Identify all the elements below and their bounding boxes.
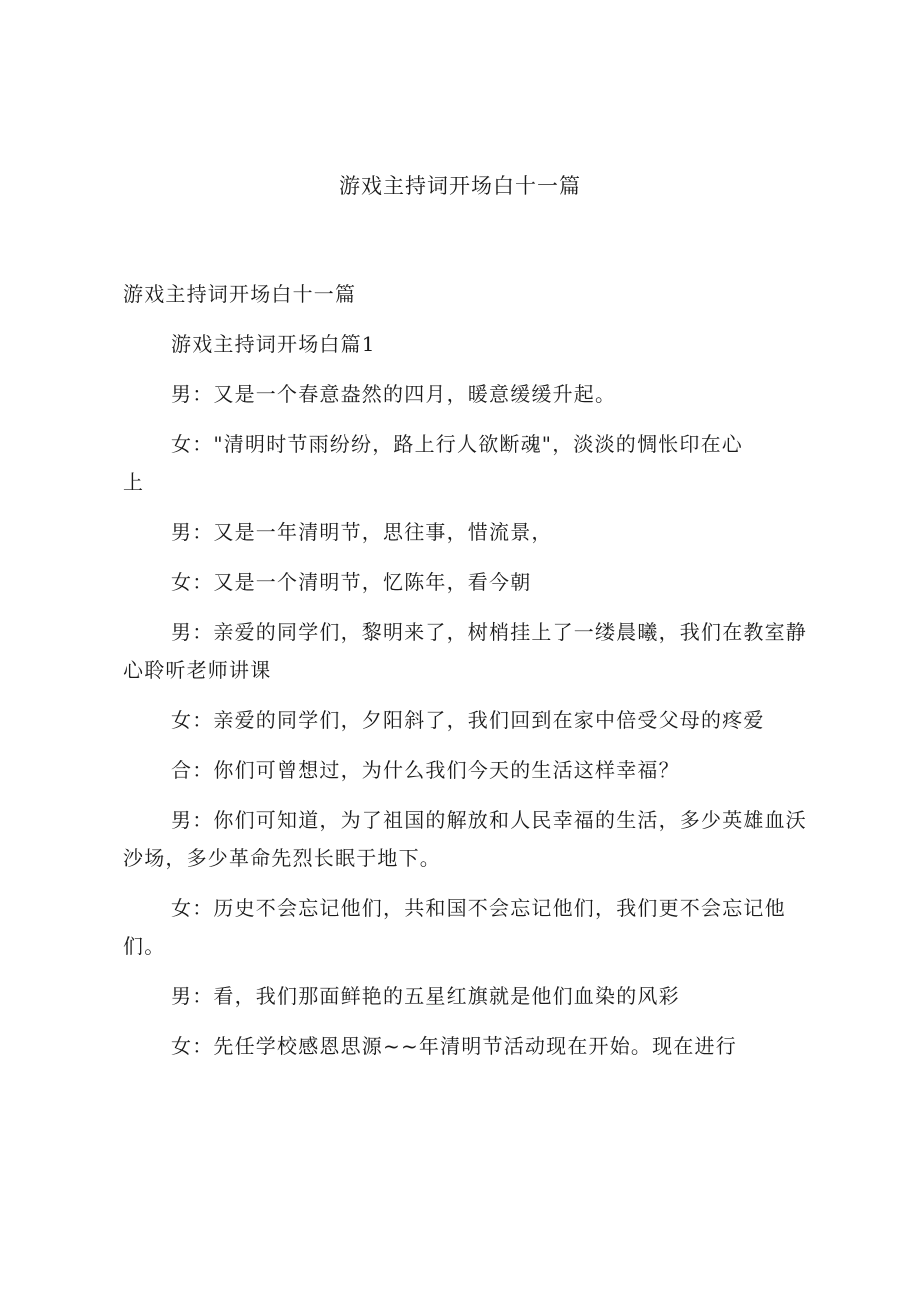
- paragraph: 女：历史不会忘记他们，共和国不会忘记他们，我们更不会忘记他们。: [123, 896, 786, 958]
- paragraph: 女：亲爱的同学们，夕阳斜了，我们回到在家中倍受父母的疼爱: [171, 708, 765, 732]
- paragraph: 男：你们可知道，为了祖国的解放和人民幸福的生活，多少英雄血沃沙场，多少革命先烈长眠于地下。: [123, 808, 807, 870]
- document-body: [123, 275, 823, 1077]
- section-heading: 游戏主持词开场白篇1: [171, 332, 376, 356]
- paragraph: 女："清明时节雨纷纷，路上行人欲断魂"，淡淡的惆怅印在心上: [123, 432, 743, 494]
- paragraph: 男：又是一个春意盎然的四月，暖意缓缓升起。: [171, 382, 617, 406]
- paragraph: 合：你们可曾想过，为什么我们今天的生活这样幸福？: [171, 758, 680, 782]
- paragraph: 男：又是一年清明节，思往事，惜流景，: [171, 520, 553, 544]
- document-title: 游戏主持词开场白十一篇: [339, 174, 581, 198]
- paragraph: 男：看，我们那面鲜艳的五星红旗就是他们血染的风彩: [171, 984, 680, 1008]
- document-subtitle: 游戏主持词开场白十一篇: [123, 282, 357, 306]
- paragraph: 女：又是一个清明节，忆陈年，看今朝: [171, 570, 532, 594]
- paragraph: 女：先任学校感恩思源~~年清明节活动现在开始。现在进行: [171, 1034, 737, 1058]
- paragraph: 男：亲爱的同学们，黎明来了，树梢挂上了一缕晨曦，我们在教室静心聆听老师讲课: [123, 620, 807, 682]
